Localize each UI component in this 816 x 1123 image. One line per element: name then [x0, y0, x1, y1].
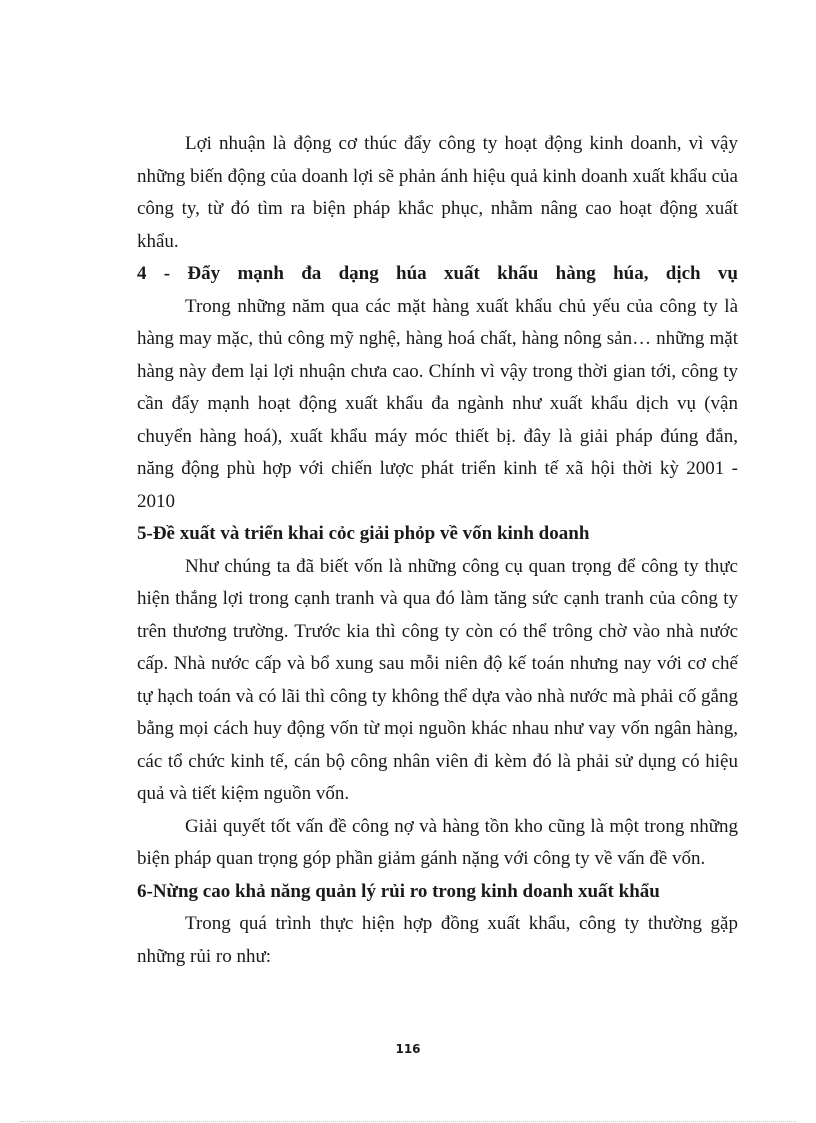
document-body: [137, 128, 738, 973]
heading-section-6: 6-Nừng cao khả năng quản lý rủi ro trong kinh doanh xuất khẩu: [137, 880, 660, 902]
page-number: 116: [395, 1042, 421, 1056]
paragraph-debt-inventory: Giải quyết tốt vấn đề công nợ và hàng tồn kho cũng là một trong những biện pháp quan trọng góp phần giảm gánh nặng với công ty về vấn đề vốn.: [137, 815, 738, 869]
paragraph-export-diversification: Trong những năm qua các mặt hàng xuất khẩu chủ yếu của công ty là hàng may mặc, thủ công mỹ nghệ, hàng hoá chất, hàng nông sản… những mặt hàng này đem lại lợi nhuận chưa cao. Chính vì vậy trong thời gian tới, công ty cần đẩy mạnh hoạt động xuất khẩu đa ngành như xuất khẩu dịch vụ (vận chuyển hàng hoá), xuất khẩu máy móc thiết bị. đây là giải pháp đúng đắn, năng động phù hợp với chiến lược phát triển kinh tế xã hội thời kỳ 2001 - 2010: [137, 295, 738, 512]
paragraph-capital: Như chúng ta đã biết vốn là những công cụ quan trọng để công ty thực hiện thắng lợi trong cạnh tranh và qua đó làm tăng sức cạnh tranh của công ty trên thương trường. Trước kia thì công ty còn có thể trông chờ vào nhà nước cấp. Nhà nước cấp và bổ xung sau mỗi niên độ kế toán nhưng nay với cơ chế tự hạch toán và có lãi thì công ty không thể dựa vào nhà nước mà phải cố gắng bằng mọi cách huy động vốn từ mọi nguồn khác nhau như vay vốn ngân hàng, các tổ chức kinh tế, cán bộ công nhân viên đi kèm đó là phải sử dụng có hiệu quả và tiết kiệm nguồn vốn.: [137, 555, 738, 804]
paragraph-risks: Trong quá trình thực hiện hợp đồng xuất khẩu, công ty thường gặp những rủi ro như:: [137, 913, 738, 967]
paragraph-profit: Lợi nhuận là động cơ thúc đẩy công ty hoạt động kinh doanh, vì vậy những biến động của doanh lợi sẽ phản ánh hiệu quả kinh doanh xuất khẩu của công ty, từ đó tìm ra biện pháp khắc phục, nhằm nâng cao hoạt động xuất khẩu.: [137, 133, 738, 252]
heading-section-5: 5-Đề xuất và triển khai cỏc giải phỏp về vốn kinh doanh: [137, 523, 590, 544]
heading-section-4: 4 - Đẩy mạnh đa dạng húa xuất khẩu hàng húa, dịch vụ: [137, 263, 738, 284]
page-bottom-divider: [20, 1121, 796, 1122]
